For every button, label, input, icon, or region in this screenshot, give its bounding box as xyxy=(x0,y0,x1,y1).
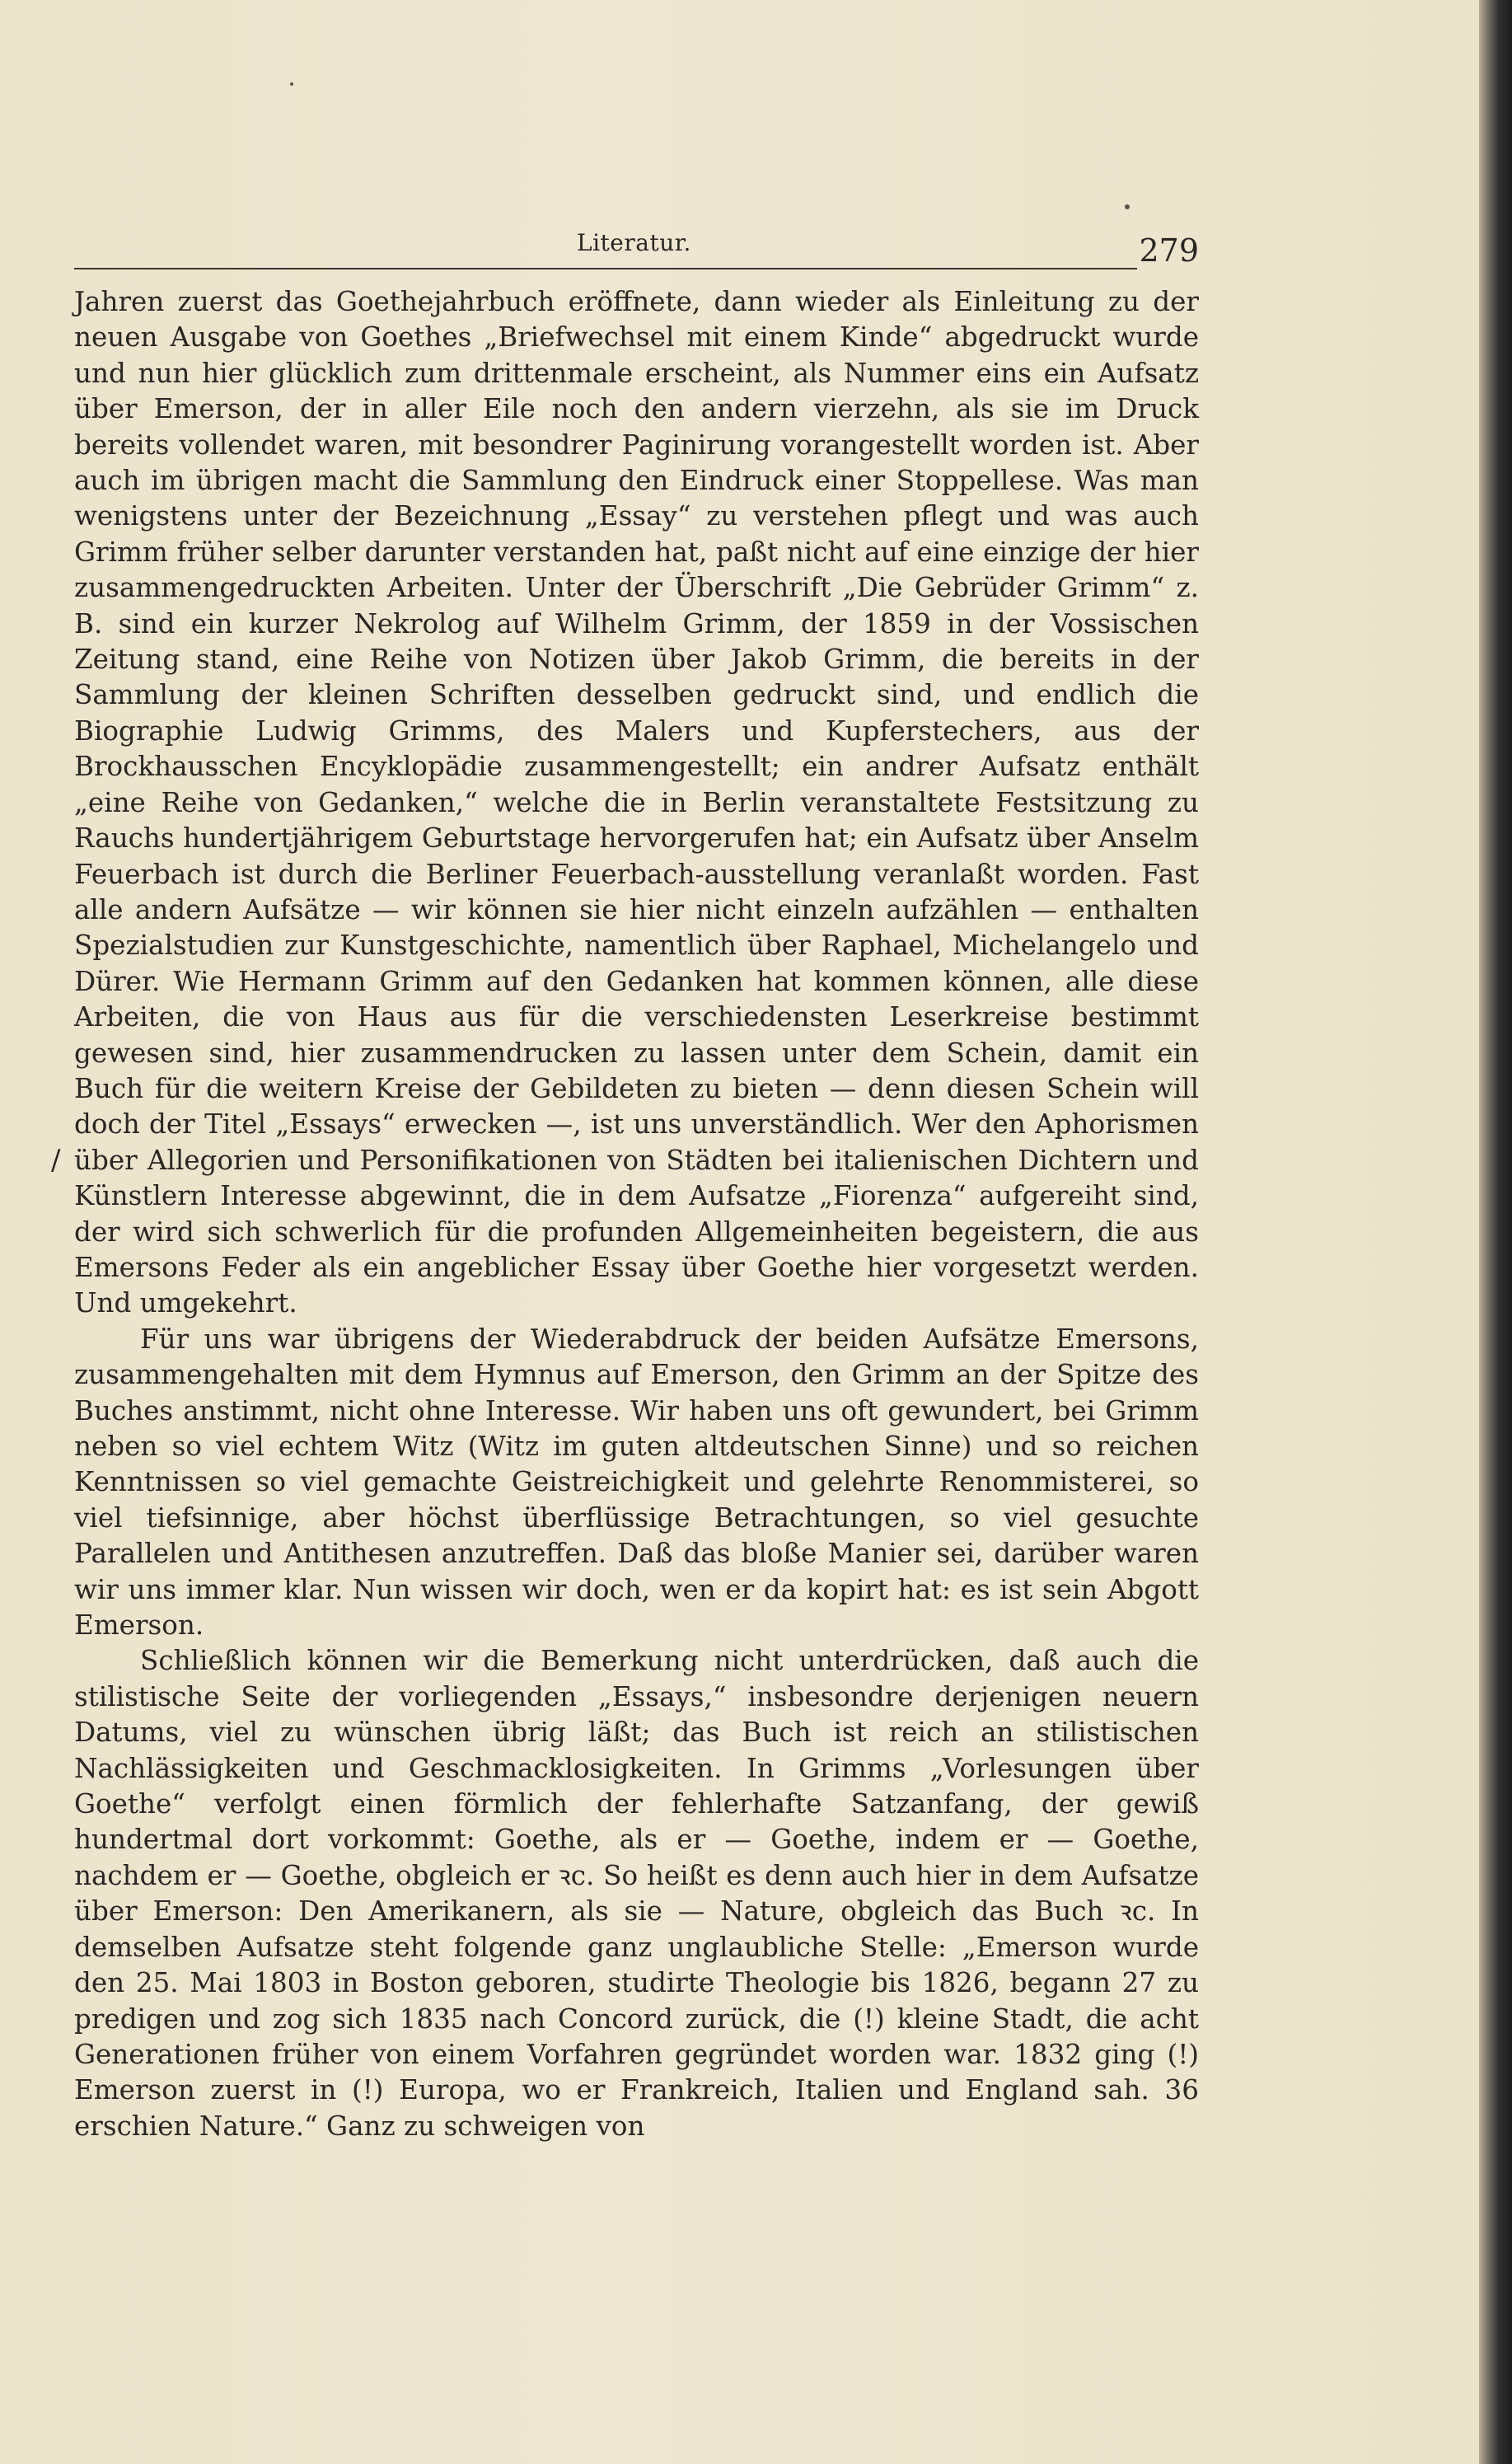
header-rule xyxy=(74,268,1137,269)
paper-speck xyxy=(290,82,293,86)
page-edge-shadow xyxy=(1479,0,1512,2464)
paragraph-1: Jahren zuerst das Goethejahrbuch eröffnete, dann wieder als Einleitung zu der neuen Ausgabe von Goethes „Briefwechsel mit einem Kinde“ abgedruckt wurde und nun hier glücklich zum drittenmale erscheint, als Nummer eins ein Aufsatz über Emerson, der in aller Eile noch den andern vierzehn, als sie im Druck bereits vollendet waren, mit besondrer Paginirung vorangestellt worden ist. Aber auch im übrigen macht die Sammlung den Eindruck einer Stoppellese. Was man wenigstens unter der Bezeichnung „Essay“ zu verstehen pflegt und was auch Grimm früher selber darunter verstanden hat, paßt nicht auf eine einzige der hier zusammengedruckten Arbeiten. Unter der Überschrift „Die Gebrüder Grimm“ z. B. sind ein kurzer Nekrolog auf Wilhelm Grimm, der 1859 in der Vossischen Zeitung stand, eine Reihe von Notizen über Jakob Grimm, die bereits in der Sammlung der kleinen Schriften desselben gedruckt sind, und endlich die Biographie Ludwig Grimms, des Malers und Kupferstechers, aus der Brockhausschen Encyklopädie zusammengestellt; ein andrer Aufsatz enthält „eine Reihe von Gedanken,“ welche die in Berlin veranstaltete Festsitzung zu Rauchs hundertjährigem Geburtstage hervorgerufen hat; ein Aufsatz über Anselm Feuerbach ist durch die Berliner Feuerbach-ausstellung veranlaßt worden. Fast alle andern Aufsätze — wir können sie hier nicht einzeln aufzählen — enthalten Spezialstudien zur Kunstgeschichte, namentlich über Raphael, Michelangelo und Dürer. Wie Hermann Grimm auf den Gedanken hat kommen können, alle diese Arbeiten, die von Haus aus für die verschiedensten Leserkreise bestimmt gewesen sind, hier zusammendrucken zu lassen unter dem Schein, damit ein Buch für die weitern Kreise der Gebildeten zu bieten — denn diesen Schein will doch der Titel „Essays“ erwecken —, ist uns unverständlich. Wer den Aphorismen über Allegorien und Personifikationen von Städten bei italienischen Dichtern und Künstlern Interesse abgewinnt, die in dem Aufsatze „Fiorenza“ aufgereiht sind, der wird sich schwerlich für die profunden Allgemeinheiten begeistern, die aus Emersons Feder als ein angeblicher Essay über Goethe hier vorgesetzt werden. Und umgekehrt. xyxy=(74,286,1199,1319)
page-header xyxy=(74,223,1199,272)
paragraph-2: Für uns war übrigens der Wiederabdruck der beiden Aufsätze Emersons, zusammengehalten mit dem Hymnus auf Emerson, den Grimm an der Spitze des Buches anstimmt, nicht ohne Interesse. Wir haben uns oft gewundert, bei Grimm neben so viel echtem Witz (Witz im guten altdeutschen Sinne) und so reichen Kenntnissen so viel gemachte Geistreichigkeit und gelehrte Renommisterei, so viel tiefsinnige, aber höchst überflüssige Betrachtungen, so viel gesuchte Parallelen und Antithesen anzutreffen. Daß das bloße Manier sei, darüber waren wir uns immer klar. Nun wissen wir doch, wen er da kopirt hat: es ist sein Abgott Emerson. xyxy=(74,1323,1199,1642)
body-text xyxy=(74,284,1199,2144)
paragraph-3: Schließlich können wir die Bemerkung nicht unterdrücken, daß auch die stilistische Seite der vorliegenden „Essays,“ insbesondre derjenigen neuern Datums, viel zu wünschen übrig läßt; das Buch ist reich an stilistischen Nachlässigkeiten und Geschmacklosigkeiten. In Grimms „Vorlesungen über Goethe“ verfolgt einen förmlich der fehlerhafte Satzanfang, der gewiß hundertmal dort vorkommt: Goethe, als er — Goethe, indem er — Goethe, nachdem er — Goethe, obgleich er ꝛc. So heißt es denn auch hier in dem Aufsatze über Emerson: Den Amerikanern, als sie — Nature, obgleich das Buch ꝛc. In demselben Aufsatze steht folgende ganz unglaubliche Stelle: „Emerson wurde den 25. Mai 1803 in Boston geboren, studirte Theologie bis 1826, begann 27 zu predigen und zog sich 1835 nach Concord zurück, die (!) kleine Stadt, die acht Generationen früher von einem Vorfahren gegründet worden war. 1832 ging (!) Emerson zuerst in (!) Europa, wo er Frankreich, Italien und England sah. 36 erschien Nature.“ Ganz zu schweigen von xyxy=(74,1645,1199,2142)
running-head: Literatur. xyxy=(577,229,691,256)
paper-speck xyxy=(1125,204,1130,209)
page-number: 279 xyxy=(1139,232,1199,269)
margin-mark: / xyxy=(51,1144,61,1177)
